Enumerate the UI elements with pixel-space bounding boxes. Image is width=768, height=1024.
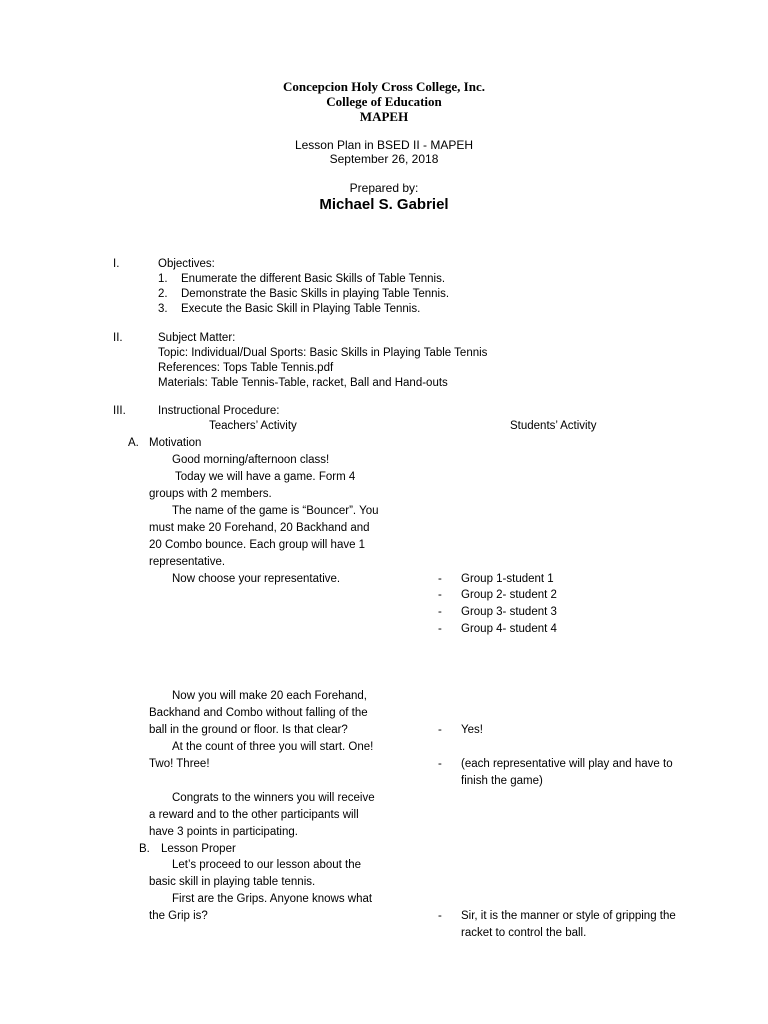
student-line: Group 4- student 4 (461, 623, 557, 635)
prepared-label: Prepared by: (349, 181, 419, 195)
teacher-line: The name of the game is “Bouncer”. You (172, 505, 379, 517)
student-line: finish the game) (461, 775, 543, 787)
student-dash: - (438, 758, 442, 770)
section-number-iii: III. (113, 405, 126, 417)
objective-item: Enumerate the different Basic Skills of Table Tennis. (181, 273, 446, 285)
teacher-line: a reward and to the other participants will (149, 809, 359, 821)
objective-number: 1. (158, 273, 168, 285)
teacher-line: Now you will make 20 each Forehand, (172, 690, 367, 702)
teacher-line: 20 Combo bounce. Each group will have 1 (149, 539, 366, 551)
preparer-name: Michael S. Gabriel (319, 196, 449, 213)
students-column-heading: Students’ Activity (510, 420, 597, 432)
student-line: Sir, it is the manner or style of gripping the (461, 910, 676, 922)
subject-heading: Subject Matter: (158, 332, 236, 344)
student-line: (each representative will play and have to (461, 758, 673, 770)
teacher-line: Today we will have a game. Form 4 (175, 471, 356, 483)
plan-title: Lesson Plan in BSED II - MAPEH (294, 138, 474, 152)
student-dash: - (438, 573, 442, 585)
student-dash: - (438, 724, 442, 736)
procedure-heading: Instructional Procedure: (158, 405, 280, 417)
student-dash: - (438, 606, 442, 618)
section-letter-b: B. (139, 843, 150, 855)
teacher-line: Two! Three! (149, 758, 210, 770)
objective-item: Execute the Basic Skill in Playing Table Tennis. (181, 303, 421, 315)
teacher-line: ball in the ground or floor. Is that clear? (149, 724, 348, 736)
subject-references: References: Tops Table Tennis.pdf (158, 362, 334, 374)
teacher-line: have 3 points in participating. (149, 826, 298, 838)
subject-topic: Topic: Individual/Dual Sports: Basic Skills in Playing Table Tennis (158, 347, 488, 359)
teacher-line: Good morning/afternoon class! (172, 454, 330, 466)
teacher-line: must make 20 Forehand, 20 Backhand and (149, 522, 370, 534)
teacher-line: First are the Grips. Anyone knows what (172, 893, 373, 905)
section-number-i: I. (113, 258, 120, 270)
subject-materials: Materials: Table Tennis-Table, racket, Ball and Hand-outs (158, 377, 448, 389)
teacher-line: Now choose your representative. (172, 573, 341, 585)
school-name: Concepcion Holy Cross College, Inc. (283, 79, 485, 94)
student-line: Yes! (461, 724, 483, 736)
objectives-heading: Objectives: (158, 258, 215, 270)
student-line: Group 3- student 3 (461, 606, 557, 618)
student-line: racket to control the ball. (461, 927, 587, 939)
section-number-ii: II. (113, 332, 123, 344)
teacher-line: groups with 2 members. (149, 488, 272, 500)
student-line: Group 1-student 1 (461, 573, 554, 585)
teacher-line: Congrats to the winners you will receive (172, 792, 375, 804)
objective-number: 2. (158, 288, 168, 300)
student-dash: - (438, 589, 442, 601)
teacher-line: the Grip is? (149, 910, 208, 922)
student-dash: - (438, 910, 442, 922)
teacher-line: basic skill in playing table tennis. (149, 876, 316, 888)
teacher-line: At the count of three you will start. One! (172, 741, 374, 753)
student-dash: - (438, 623, 442, 635)
lesson-proper-heading: Lesson Proper (161, 843, 236, 855)
teacher-line: Let’s proceed to our lesson about the (172, 859, 362, 871)
plan-date: September 26, 2018 (329, 152, 439, 166)
student-line: Group 2- student 2 (461, 589, 557, 601)
teacher-line: representative. (149, 556, 226, 568)
section-letter-a: A. (128, 437, 139, 449)
teacher-line: Backhand and Combo without falling of the (149, 707, 368, 719)
teachers-column-heading: Teachers’ Activity (209, 420, 297, 432)
department-name: MAPEH (359, 109, 409, 124)
objective-item: Demonstrate the Basic Skills in playing Table Tennis. (181, 288, 450, 300)
college-name: College of Education (326, 94, 442, 109)
motivation-heading: Motivation (149, 437, 202, 449)
objective-number: 3. (158, 303, 168, 315)
